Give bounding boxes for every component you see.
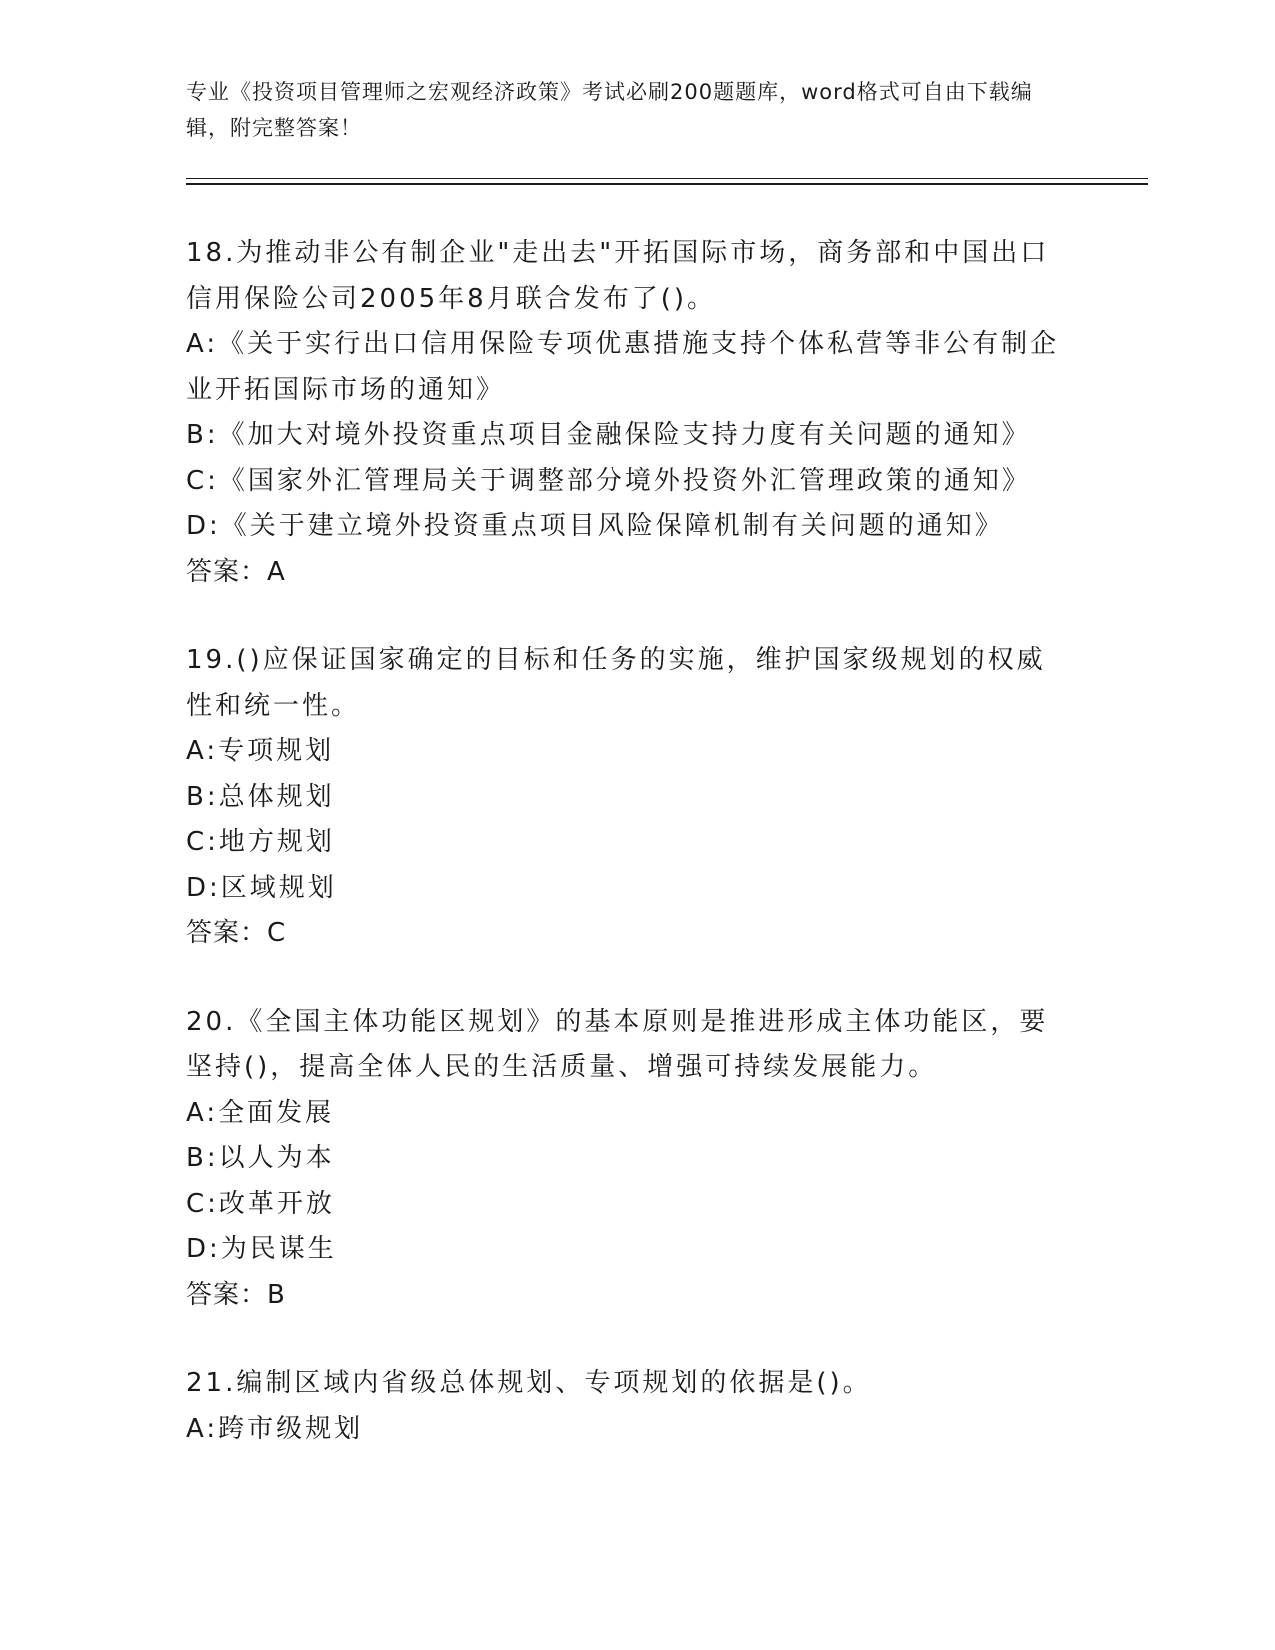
answer-text: 答案：C	[186, 918, 287, 948]
option-b: B:总体规划	[186, 781, 335, 812]
question-stem: 19.()应保证国家确定的目标和任务的实施，维护国家级规划的权威性和统一性。	[186, 645, 1046, 721]
answer-text: 答案：B	[186, 1279, 286, 1310]
answer-text: 答案：A	[186, 556, 286, 587]
option-b: B:《加大对境外投资重点项目金融保险支持力度有关问题的通知》	[186, 420, 1031, 450]
option-c: C:改革开放	[186, 1188, 335, 1219]
option-c: C:《国家外汇管理局关于调整部分境外投资外汇管理政策的通知》	[186, 465, 1031, 496]
option-d: D:为民谋生	[186, 1234, 337, 1264]
document-header: 专业《投资项目管理师之宏观经济政策》考试必刷200题题库，word格式可自由下载编辑，附完整答案！	[186, 80, 1033, 140]
question-stem: 18.为推动非公有制企业"走出去"开拓国际市场，商务部和中国出口信用保险公司2005年8月联合发布了()。	[186, 238, 1050, 314]
option-a: A:《关于实行出口信用保险专项优惠措施支持个体私营等非公有制企业开拓国际市场的通知》	[186, 329, 1060, 405]
header-divider-bottom	[186, 183, 1148, 185]
option-c: C:地方规划	[186, 827, 335, 857]
option-a: A:跨市级规划	[186, 1413, 364, 1444]
option-d: D:区域规划	[186, 872, 337, 903]
question-stem: 21.编制区域内省级总体规划、专项规划的依据是()。	[186, 1368, 872, 1398]
option-d: D:《关于建立境外投资重点项目风险保障机制有关问题的通知》	[186, 511, 1004, 541]
question-20	[186, 1000, 1086, 1319]
question-19	[186, 638, 1086, 957]
option-a: A:全面发展	[186, 1097, 335, 1128]
question-21	[186, 1361, 1086, 1452]
option-a: A:专项规划	[186, 736, 335, 766]
question-18	[186, 231, 1086, 595]
option-b: B:以人为本	[186, 1143, 335, 1173]
header-divider-top	[186, 178, 1148, 179]
question-list	[186, 231, 1086, 1495]
question-stem: 20.《全国主体功能区规划》的基本原则是推进形成主体功能区，要坚持()，提高全体人民的生活质量、增强可持续发展能力。	[186, 1006, 1049, 1082]
